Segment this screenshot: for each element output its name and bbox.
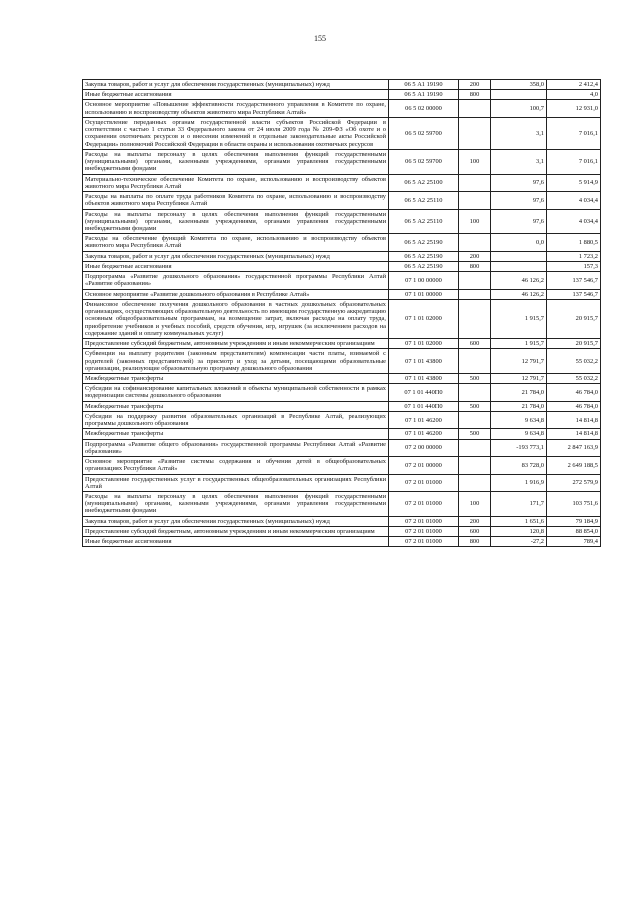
table-row bbox=[83, 117, 601, 149]
row-name: Межбюджетные трансферты bbox=[83, 429, 389, 439]
row-expense-type: 200 bbox=[459, 80, 491, 90]
row-total-amount: 272 579,9 bbox=[547, 474, 601, 491]
table-row bbox=[83, 401, 601, 411]
row-name: Иные бюджетные ассигнования bbox=[83, 261, 389, 271]
row-total-amount: 12 931,0 bbox=[547, 100, 601, 117]
row-code: 07 2 00 00000 bbox=[389, 439, 459, 456]
row-change-amount: 9 634,8 bbox=[491, 429, 547, 439]
row-code: 07 1 01 440П0 bbox=[389, 401, 459, 411]
row-expense-type: 800 bbox=[459, 90, 491, 100]
row-change-amount: -27,2 bbox=[491, 537, 547, 547]
row-total-amount: 4 034,4 bbox=[547, 192, 601, 209]
row-code: 07 1 01 02000 bbox=[389, 339, 459, 349]
row-code: 07 2 01 01000 bbox=[389, 516, 459, 526]
table-row bbox=[83, 349, 601, 374]
row-change-amount: 3,1 bbox=[491, 149, 547, 174]
row-name: Субсидии на поддержку развития образовательных организаций в Республике Алтай, реализующих программы дошкольного образования bbox=[83, 411, 389, 428]
row-total-amount: 88 854,0 bbox=[547, 526, 601, 536]
row-code: 07 1 01 440П0 bbox=[389, 384, 459, 401]
budget-table bbox=[82, 79, 601, 547]
table-row bbox=[83, 429, 601, 439]
row-change-amount: 100,7 bbox=[491, 100, 547, 117]
row-name: Межбюджетные трансферты bbox=[83, 373, 389, 383]
row-expense-type bbox=[459, 272, 491, 289]
row-total-amount: 103 751,6 bbox=[547, 492, 601, 517]
row-name: Основное мероприятие «Развитие системы содержания и обучения детей в общеобразовательных организациях Республики Алтай» bbox=[83, 457, 389, 474]
row-expense-type: 100 bbox=[459, 209, 491, 234]
row-expense-type: 100 bbox=[459, 492, 491, 517]
row-name: Подпрограмма «Развитие дошкольного образования» государственной программы Республики Алтай «Развитие образования» bbox=[83, 272, 389, 289]
table-row bbox=[83, 492, 601, 517]
row-name: Закупка товаров, работ и услуг для обеспечения государственных (муниципальных) нужд bbox=[83, 516, 389, 526]
row-total-amount: 46 784,0 bbox=[547, 401, 601, 411]
row-code: 06 5 А2 25110 bbox=[389, 192, 459, 209]
row-change-amount: -193 773,1 bbox=[491, 439, 547, 456]
row-name: Расходы на выплаты персоналу в целях обеспечения выполнения функций государственными (муниципальными) органами, казенными учреждениями, органами управления государственными внебюджетными фондами bbox=[83, 492, 389, 517]
row-expense-type bbox=[459, 474, 491, 491]
row-change-amount: 120,8 bbox=[491, 526, 547, 536]
row-change-amount: 46 126,2 bbox=[491, 289, 547, 299]
row-change-amount: 21 784,0 bbox=[491, 384, 547, 401]
row-name: Предоставление государственных услуг в государственных общеобразовательных организациях Республики Алтай bbox=[83, 474, 389, 491]
row-total-amount: 79 184,9 bbox=[547, 516, 601, 526]
row-code: 07 1 01 43800 bbox=[389, 349, 459, 374]
row-name: Иные бюджетные ассигнования bbox=[83, 90, 389, 100]
row-change-amount: 21 784,0 bbox=[491, 401, 547, 411]
row-total-amount: 137 546,7 bbox=[547, 272, 601, 289]
row-name: Расходы на обеспечение функций Комитета по охране, использованию и воспроизводству объектов животного мира Республики Алтай bbox=[83, 234, 389, 251]
row-total-amount: 137 546,7 bbox=[547, 289, 601, 299]
table-row bbox=[83, 272, 601, 289]
row-expense-type bbox=[459, 411, 491, 428]
row-total-amount: 46 784,0 bbox=[547, 384, 601, 401]
row-code: 07 1 01 43800 bbox=[389, 373, 459, 383]
row-code: 06 5 А2 25190 bbox=[389, 251, 459, 261]
row-code: 07 2 01 01000 bbox=[389, 537, 459, 547]
row-code: 06 5 02 00000 bbox=[389, 100, 459, 117]
row-total-amount: 4,0 bbox=[547, 90, 601, 100]
row-total-amount: 55 032,2 bbox=[547, 349, 601, 374]
row-expense-type bbox=[459, 117, 491, 149]
row-name: Расходы на выплаты по оплате труда работников Комитета по охране, использованию и воспроизводству объектов животного мира Республики Алтай bbox=[83, 192, 389, 209]
table-row bbox=[83, 373, 601, 383]
row-change-amount: 1 915,7 bbox=[491, 299, 547, 338]
table-row bbox=[83, 192, 601, 209]
table-row bbox=[83, 411, 601, 428]
table-row bbox=[83, 537, 601, 547]
row-total-amount: 5 914,9 bbox=[547, 174, 601, 191]
row-name: Осуществление переданных органам государственной власти субъектов Российской Федерации в соответствии с частью 1 статьи 33 Федерального закона от 24 июля 2009 года № 209-ФЗ «Об охоте и о сохранении охотничьих ресурсов и о внесении изменений в отдельные законодательные акты Российской Федерации» полномочий Российской Федерации в области охраны и использования охотничьих ресурсов bbox=[83, 117, 389, 149]
row-code: 06 5 А2 25110 bbox=[389, 209, 459, 234]
row-change-amount: 83 728,0 bbox=[491, 457, 547, 474]
row-name: Межбюджетные трансферты bbox=[83, 401, 389, 411]
row-code: 06 5 02 59700 bbox=[389, 117, 459, 149]
row-total-amount: 2 649 188,5 bbox=[547, 457, 601, 474]
table-row bbox=[83, 289, 601, 299]
row-code: 06 5 А1 19190 bbox=[389, 90, 459, 100]
table-row bbox=[83, 251, 601, 261]
row-expense-type: 500 bbox=[459, 373, 491, 383]
row-expense-type: 100 bbox=[459, 149, 491, 174]
row-name: Иные бюджетные ассигнования bbox=[83, 537, 389, 547]
row-total-amount: 55 032,2 bbox=[547, 373, 601, 383]
row-expense-type bbox=[459, 192, 491, 209]
row-change-amount bbox=[491, 90, 547, 100]
row-name: Закупка товаров, работ и услуг для обеспечения государственных (муниципальных) нужд bbox=[83, 251, 389, 261]
row-name: Субвенции на выплату родителям (законным представителям) компенсации части платы, взимаемой с родителей (законных представителей) за присмотр и уход за детьми, посещающими образовательные организации, реализующие образовательную программу дошкольного образования bbox=[83, 349, 389, 374]
row-expense-type bbox=[459, 174, 491, 191]
row-expense-type: 800 bbox=[459, 261, 491, 271]
table-row bbox=[83, 474, 601, 491]
row-expense-type: 800 bbox=[459, 537, 491, 547]
row-expense-type bbox=[459, 457, 491, 474]
row-name: Предоставление субсидий бюджетным, автономным учреждениям и иным некоммерческим организациям bbox=[83, 339, 389, 349]
row-expense-type bbox=[459, 349, 491, 374]
table-row bbox=[83, 209, 601, 234]
row-expense-type: 500 bbox=[459, 429, 491, 439]
row-code: 06 5 А1 19190 bbox=[389, 80, 459, 90]
row-code: 07 1 01 00000 bbox=[389, 289, 459, 299]
row-code: 06 5 А2 25190 bbox=[389, 234, 459, 251]
table-row bbox=[83, 299, 601, 338]
row-change-amount bbox=[491, 251, 547, 261]
row-change-amount: 97,6 bbox=[491, 174, 547, 191]
row-name: Основное мероприятие «Развитие дошкольного образования в Республике Алтай» bbox=[83, 289, 389, 299]
row-change-amount: 1 915,7 bbox=[491, 339, 547, 349]
row-code: 07 2 01 01000 bbox=[389, 474, 459, 491]
row-code: 07 1 01 46200 bbox=[389, 429, 459, 439]
row-change-amount: 12 791,7 bbox=[491, 373, 547, 383]
row-code: 07 2 01 00000 bbox=[389, 457, 459, 474]
table-row bbox=[83, 439, 601, 456]
table-row bbox=[83, 526, 601, 536]
row-code: 06 5 А2 25100 bbox=[389, 174, 459, 191]
row-total-amount: 2 847 163,9 bbox=[547, 439, 601, 456]
row-change-amount: 3,1 bbox=[491, 117, 547, 149]
row-name: Закупка товаров, работ и услуг для обеспечения государственных (муниципальных) нужд bbox=[83, 80, 389, 90]
table-row bbox=[83, 339, 601, 349]
row-code: 06 5 А2 25190 bbox=[389, 261, 459, 271]
row-total-amount: 20 915,7 bbox=[547, 299, 601, 338]
row-name: Подпрограмма «Развитие общего образования» государственной программы Республики Алтай «Развитие образования» bbox=[83, 439, 389, 456]
row-code: 07 2 01 01000 bbox=[389, 526, 459, 536]
row-total-amount: 20 915,7 bbox=[547, 339, 601, 349]
row-change-amount: 0,0 bbox=[491, 234, 547, 251]
row-total-amount: 2 412,4 bbox=[547, 80, 601, 90]
row-expense-type bbox=[459, 299, 491, 338]
row-expense-type: 600 bbox=[459, 339, 491, 349]
row-change-amount: 1 916,9 bbox=[491, 474, 547, 491]
row-change-amount: 46 126,2 bbox=[491, 272, 547, 289]
table-row bbox=[83, 457, 601, 474]
row-total-amount: 7 016,1 bbox=[547, 117, 601, 149]
row-expense-type bbox=[459, 234, 491, 251]
row-change-amount: 97,6 bbox=[491, 192, 547, 209]
row-total-amount: 1 723,2 bbox=[547, 251, 601, 261]
table-row bbox=[83, 261, 601, 271]
page-number: 155 bbox=[314, 34, 326, 43]
row-name: Предоставление субсидий бюджетным, автономным учреждениям и иным некоммерческим организациям bbox=[83, 526, 389, 536]
row-change-amount: 171,7 bbox=[491, 492, 547, 517]
row-total-amount: 14 814,8 bbox=[547, 411, 601, 428]
row-total-amount: 4 034,4 bbox=[547, 209, 601, 234]
row-expense-type bbox=[459, 439, 491, 456]
row-change-amount: 358,0 bbox=[491, 80, 547, 90]
row-expense-type bbox=[459, 384, 491, 401]
row-expense-type: 200 bbox=[459, 251, 491, 261]
row-code: 07 1 00 00000 bbox=[389, 272, 459, 289]
row-change-amount: 12 791,7 bbox=[491, 349, 547, 374]
row-name: Финансовое обеспечение получения дошкольного образования в частных дошкольных образовательных организациях, осуществляющих образовательную деятельность по имеющим государственную аккредитацию основным общеобразовательным программам, на возмещение затрат, включая расходы на оплату труда, приобретение учебников и учебных пособий, средств обучения, игр, игрушек (за исключением расходов на содержание зданий и оплату коммунальных услуг) bbox=[83, 299, 389, 338]
row-name: Материально-техническое обеспечение Комитета по охране, использованию и воспроизводству объектов животного мира Республики Алтай bbox=[83, 174, 389, 191]
table-row bbox=[83, 516, 601, 526]
row-total-amount: 157,3 bbox=[547, 261, 601, 271]
row-expense-type bbox=[459, 289, 491, 299]
row-code: 07 1 01 02000 bbox=[389, 299, 459, 338]
row-code: 07 2 01 01000 bbox=[389, 492, 459, 517]
row-change-amount: 1 651,6 bbox=[491, 516, 547, 526]
table-row bbox=[83, 80, 601, 90]
row-expense-type: 200 bbox=[459, 516, 491, 526]
row-change-amount: 9 634,8 bbox=[491, 411, 547, 428]
row-code: 06 5 02 59700 bbox=[389, 149, 459, 174]
row-expense-type bbox=[459, 100, 491, 117]
row-name: Основное мероприятие «Повышение эффективности государственного управления в Комитете по охране, использованию и воспроизводству объектов животного мира Республики Алтай» bbox=[83, 100, 389, 117]
row-name: Расходы на выплаты персоналу в целях обеспечения выполнения функций государственными (муниципальными) органами, казенными учреждениями, органами управления государственными внебюджетными фондами bbox=[83, 209, 389, 234]
row-code: 07 1 01 46200 bbox=[389, 411, 459, 428]
row-name: Субсидии на софинансирование капитальных вложений в объекты муниципальной собственности в рамках модернизации системы дошкольного образования bbox=[83, 384, 389, 401]
row-change-amount bbox=[491, 261, 547, 271]
row-total-amount: 1 880,5 bbox=[547, 234, 601, 251]
row-total-amount: 7 016,1 bbox=[547, 149, 601, 174]
table-row bbox=[83, 384, 601, 401]
row-total-amount: 14 814,8 bbox=[547, 429, 601, 439]
table-row bbox=[83, 174, 601, 191]
row-total-amount: 789,4 bbox=[547, 537, 601, 547]
row-change-amount: 97,6 bbox=[491, 209, 547, 234]
row-expense-type: 600 bbox=[459, 526, 491, 536]
row-expense-type: 500 bbox=[459, 401, 491, 411]
table-row bbox=[83, 90, 601, 100]
table-row bbox=[83, 234, 601, 251]
table-row bbox=[83, 100, 601, 117]
row-name: Расходы на выплаты персоналу в целях обеспечения выполнения функций государственными (муниципальными) органами, казенными учреждениями, органами управления государственными внебюджетными фондами bbox=[83, 149, 389, 174]
table-row bbox=[83, 149, 601, 174]
